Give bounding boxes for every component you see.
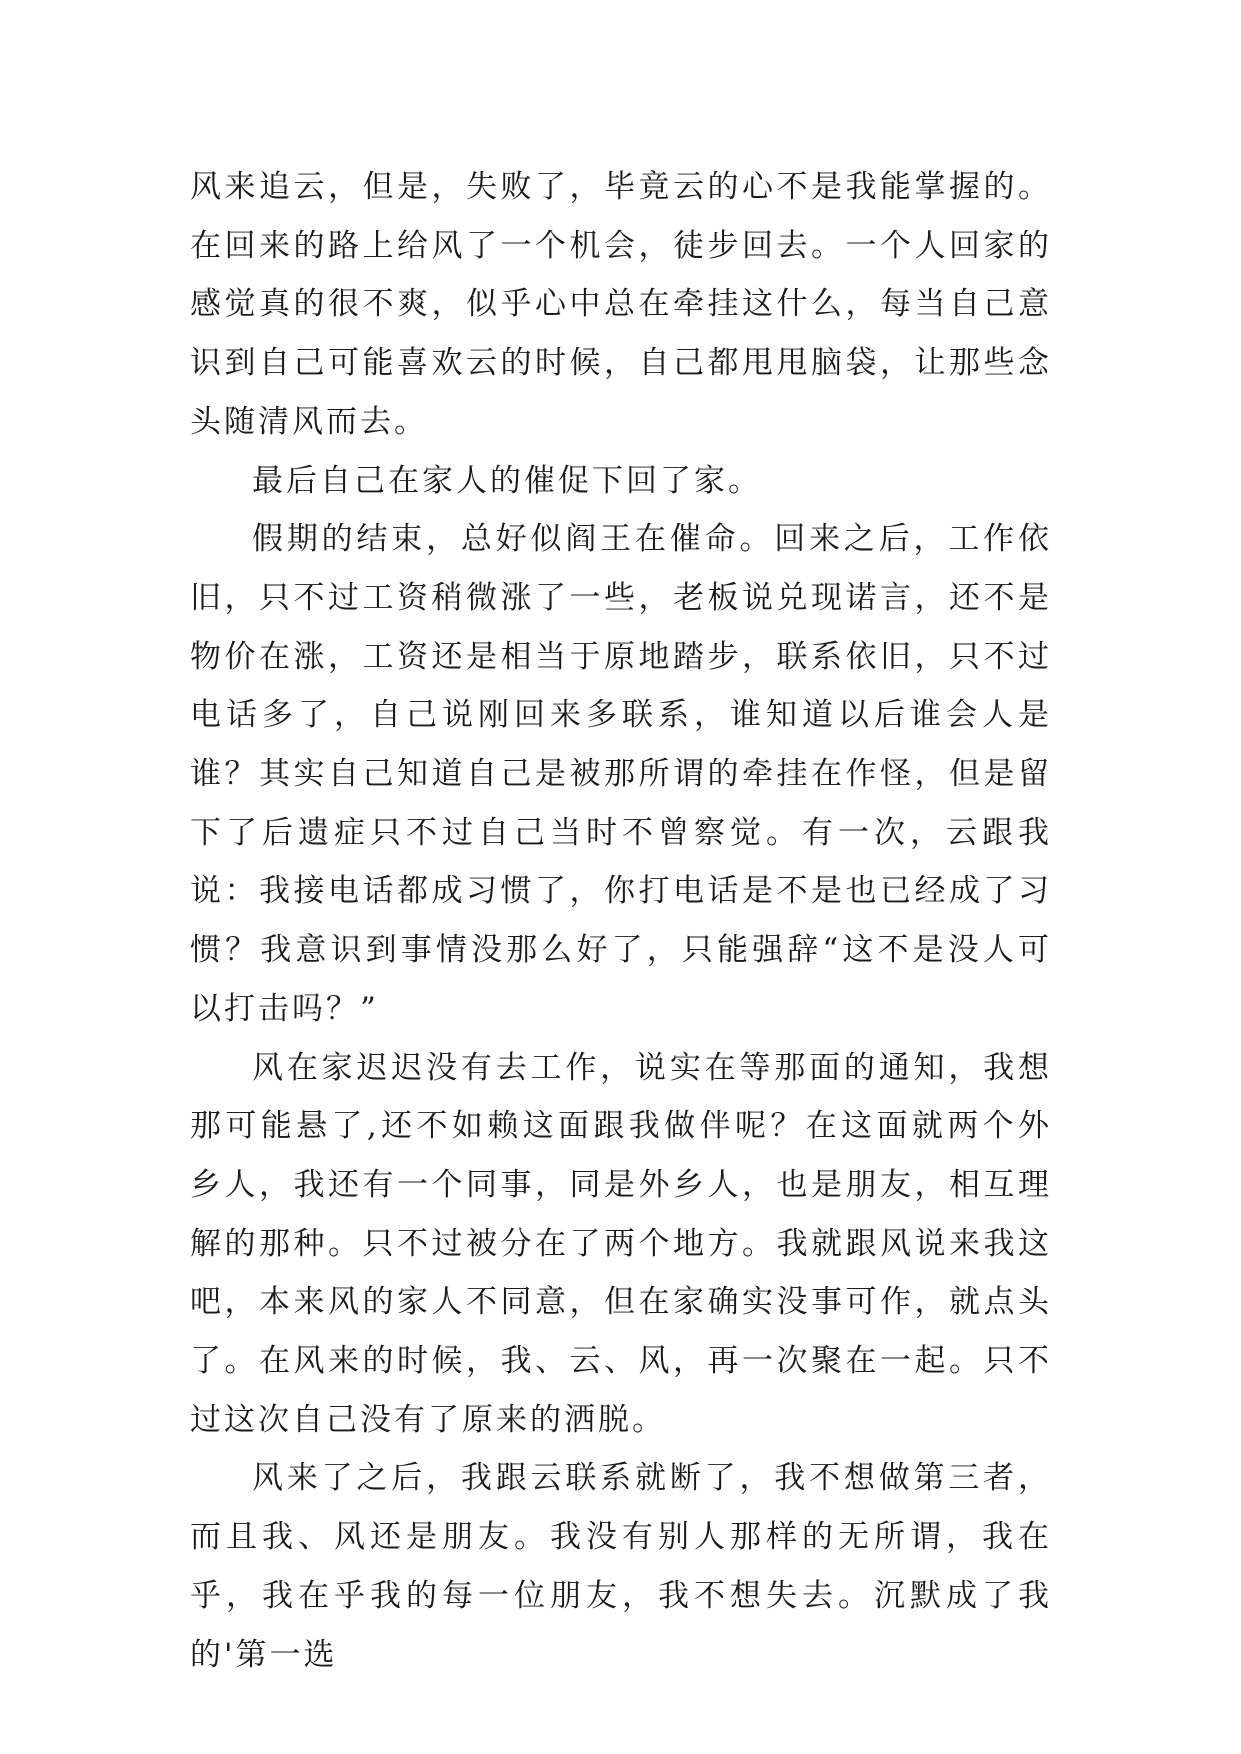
paragraph-1: 风来追云，但是，失败了，毕竟云的心不是我能掌握的。在回来的路上给风了一个机会，徒步回去。一个人回家的感觉真的很不爽，似乎心中总在牵挂这什么，每当自己意识到自己可能喜欢云的时候，自己都甩甩脑袋，让那些念头随清风而去。 xyxy=(190,169,1052,440)
paragraph-4: 风在家迟迟没有去工作，说实在等那面的通知，我想那可能悬了,还不如赖这面跟我做伴呢？在这面就两个外乡人，我还有一个同事，同是外乡人，也是朋友，相互理解的那种。只不过被分在了两个地方。我就跟风说来我这吧，本来风的家人不同意，但在家确实没事可作，就点头了。在风来的时候，我、云、风，再一次聚在一起。只不过这次自己没有了原来的洒脱。 xyxy=(190,1049,1052,1438)
body-text xyxy=(190,158,1052,1684)
paragraph-2: 最后自己在家人的催促下回了家。 xyxy=(252,462,762,499)
paragraph-5: 风来了之后，我跟云联系就断了，我不想做第三者，而且我、风还是朋友。我没有别人那样的无所谓，我在乎，我在乎我的每一位朋友，我不想失去。沉默成了我的'第一选 xyxy=(190,1460,1052,1673)
paragraph-3: 假期的结束，总好似阎王在催命。回来之后，工作依旧，只不过工资稍微涨了一些，老板说兑现诺言，还不是物价在涨，工资还是相当于原地踏步，联系依旧，只不过电话多了，自己说刚回来多联系，谁知道以后谁会人是谁？其实自己知道自己是被那所谓的牵挂在作怪，但是留下了后遗症只不过自己当时不曾察觉。有一次，云跟我说：我接电话都成习惯了，你打电话是不是也已经成了习惯？我意识到事情没那么好了，只能强辞“这不是没人可以打击吗？” xyxy=(190,521,1052,1027)
